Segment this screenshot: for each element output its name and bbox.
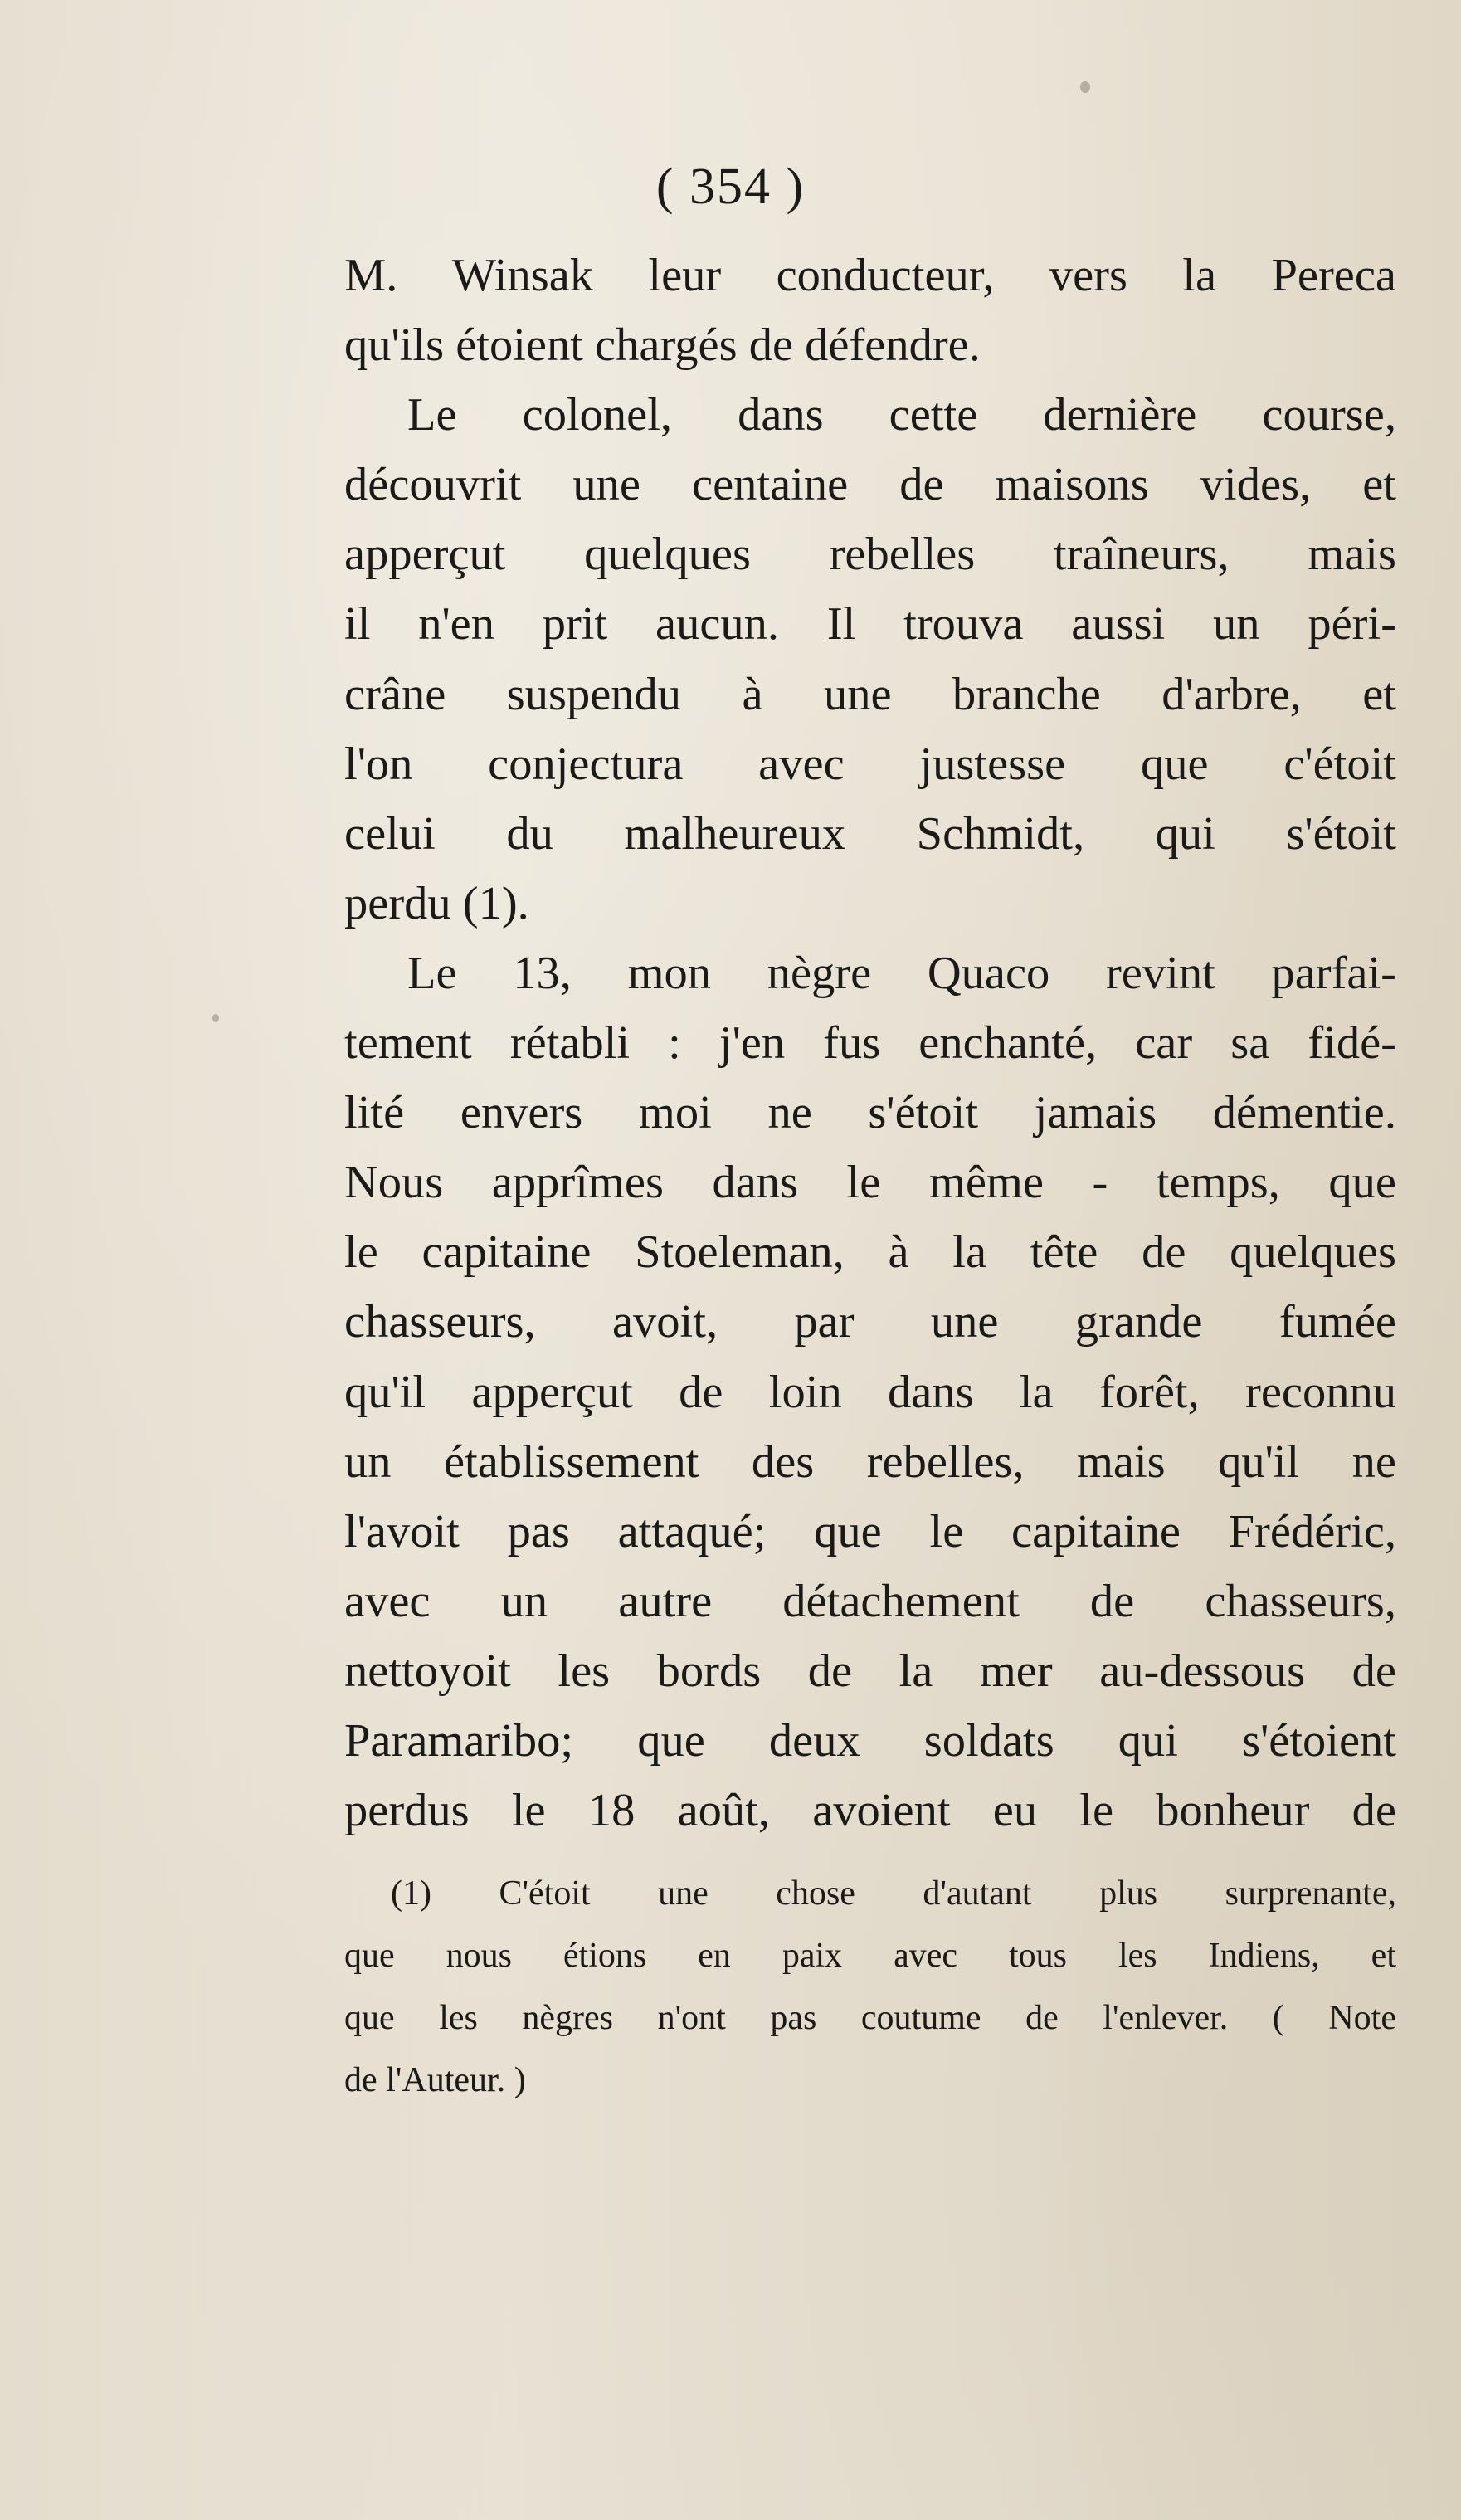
text-line: Paramaribo; que deux soldats qui s'étoient xyxy=(344,1714,1396,1767)
footnote-line: (1) C'étoit une chose d'autant plus surprenante, xyxy=(391,1874,1396,1913)
text-line: l'avoit pas attaqué; que le capitaine Frédéric, xyxy=(344,1505,1396,1557)
text-line: M. Winsak leur conducteur, vers la Pereca xyxy=(344,250,1396,301)
text-line: chasseurs, avoit, par une grande fumée xyxy=(344,1296,1396,1348)
text-line: apperçut quelques rebelles traîneurs, mais xyxy=(344,529,1396,581)
text-line: qu'ils étoient chargés de défendre. xyxy=(344,319,981,372)
text-line: Le colonel, dans cette dernière course, xyxy=(407,389,1396,441)
text-line: nettoyoit les bords de la mer au-dessous de xyxy=(344,1645,1396,1697)
text-line: crâne suspendu à une branche d'arbre, et xyxy=(344,668,1396,720)
text-line: lité envers moi ne s'étoit jamais démentie. xyxy=(344,1087,1396,1139)
text-line: l'on conjectura avec justesse que c'étoit xyxy=(344,738,1396,790)
text-line: découvrit une centaine de maisons vides, et xyxy=(344,459,1396,511)
footnote xyxy=(344,1863,1396,2112)
paper-speck xyxy=(1080,81,1090,93)
text-line: Le 13, mon nègre Quaco revint parfai- xyxy=(407,947,1396,999)
text-line: tement rétabli : j'en fus enchanté, car sa fidé- xyxy=(344,1017,1396,1070)
text-line: le capitaine Stoeleman, à la tête de quelques xyxy=(344,1226,1396,1279)
text-line: celui du malheureux Schmidt, qui s'étoit xyxy=(344,807,1396,860)
body-text xyxy=(344,241,1396,1845)
text-line: qu'il apperçut de loin dans la forêt, reconnu xyxy=(344,1366,1396,1418)
footnote-line: que nous étions en paix avec tous les Indiens, et xyxy=(344,1937,1396,1975)
text-line: perdu (1). xyxy=(344,877,529,929)
text-line: un établissement des rebelles, mais qu'il ne xyxy=(344,1435,1396,1488)
page-number: ( 354 ) xyxy=(655,158,806,215)
text-line: il n'en prit aucun. Il trouva aussi un péri- xyxy=(344,598,1396,651)
text-line: Nous apprîmes dans le même - temps, que xyxy=(344,1157,1396,1209)
footnote-line: que les nègres n'ont pas coutume de l'enlever. ( Note xyxy=(344,1999,1396,2037)
text-line: perdus le 18 août, avoient eu le bonheur de xyxy=(344,1785,1396,1837)
text-line: avec un autre détachement de chasseurs, xyxy=(344,1575,1396,1627)
paper-speck xyxy=(212,1014,219,1022)
footnote-line: de l'Auteur. ) xyxy=(344,2061,526,2099)
